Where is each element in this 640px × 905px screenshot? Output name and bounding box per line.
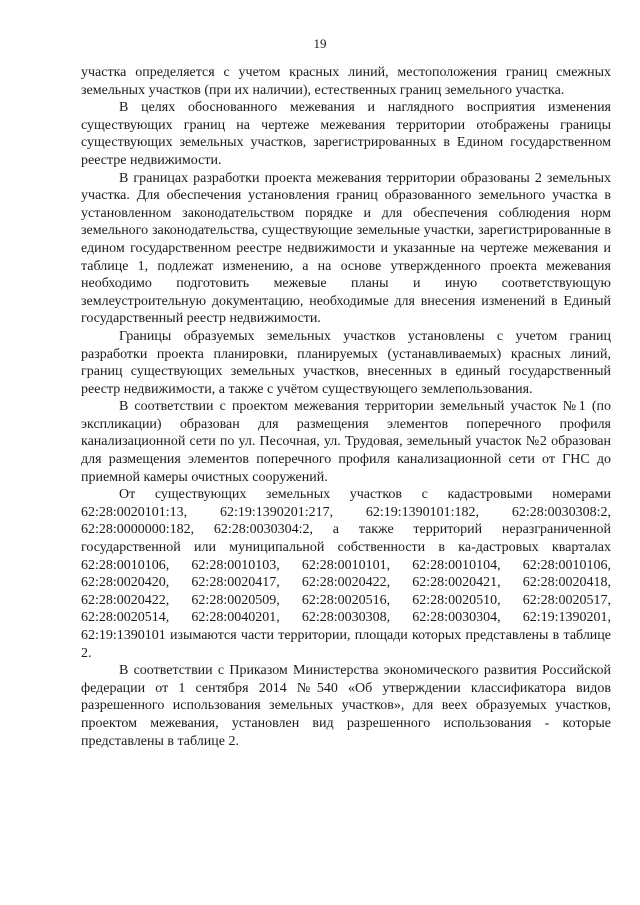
paragraph-boundaries-display: В целях обоснованного межевания и наглядного восприятия изменения существующих границ на чертеже межевания территории отображены границы существующих земельных участков, зарегистрированных в Едином государственном реестре недвижимости. — [81, 100, 611, 168]
page-number: 19 — [313, 36, 327, 51]
paragraph-boundaries-established: Границы образуемых земельных участков установлены с учетом границ разработки проекта планировки, планируемых (устанавливаемых) красных линий, границ существующих земельных участков, внесенных в единый государственный реестр недвижимости, а также с учётом существующего землепользования. — [81, 328, 611, 397]
paragraph-continuation: участка определяется с учетом красных линий, местоположения границ смежных земельных участков (при их наличии), естественных границ земельного участка. — [81, 65, 611, 98]
paragraph-cadastral-numbers: От существующих земельных участков с кадастровыми номерами 62:28:0020101:13, 62:19:1390201:217, 62:19:1390101:182, 62:28:0030308:2, 62:28:0000000:182, 62:28:0030304:2, а также территорий неразграниченной государственной или муниципальной собственности в ка-дастровых кварталах 62:28:0010106, 62:28:0010103, 62:28:0010101, 62:28:0010104, 62:28:0010106, 62:28:0020420, 62:28:0020417, 62:28:0020422, 62:28:0020421, 62:28:0020418, 62:28:0020422, 62:28:0020509, 62:28:0020516, 62:28:0020510, 62:28:0020517, 62:28:0020514, 62:28:0040201, 62:28:0030308, 62:28:0030304, 62:19:1390201, 62:19:1390101 изымаются части территории, площади которых представлены в таблице 2. — [81, 487, 611, 661]
document-body — [81, 64, 611, 750]
paragraph-plot-purpose: В соответствии с проектом межевания территории земельный участок №1 (по экспликации) образован для размещения элементов поперечного профиля канализационной сети по ул. Песочная, ул. Трудовая, земельный участок №2 образован для размещения элементов поперечного профиля канализационной сети от ГНС до приемной камеры очистных сооружений. — [81, 399, 611, 485]
paragraph-formed-plots: В границах разработки проекта межевания территории образованы 2 земельных участка. Для обеспечения установления границ образованного земельного участка в установленном законодательством порядке и для обеспечения соблюдения норм земельного законодательства, существующие земельные участки, зарегистрированные в едином государственном реестре недвижимости и указанные на чертеже межевания и таблице 1, подлежат изменению, а на основе утвержденного проекта межевания необходимо подготовить межевые планы и иную соответствующую землеустроительную документацию, необходимые для внесения изменений в Единый государственный реестр недвижимости. — [81, 170, 611, 327]
paragraph-permitted-use: В соответствии с Приказом Министерства экономического развития Российской федерации от 1 сентября 2014 №540 «Об утверждении классификатора видов разрешенного использования земельных участков», для веех образуемых участков, проектом межевания, установлен вид разрешенного использования - которые представлены в таблице 2. — [81, 663, 611, 749]
